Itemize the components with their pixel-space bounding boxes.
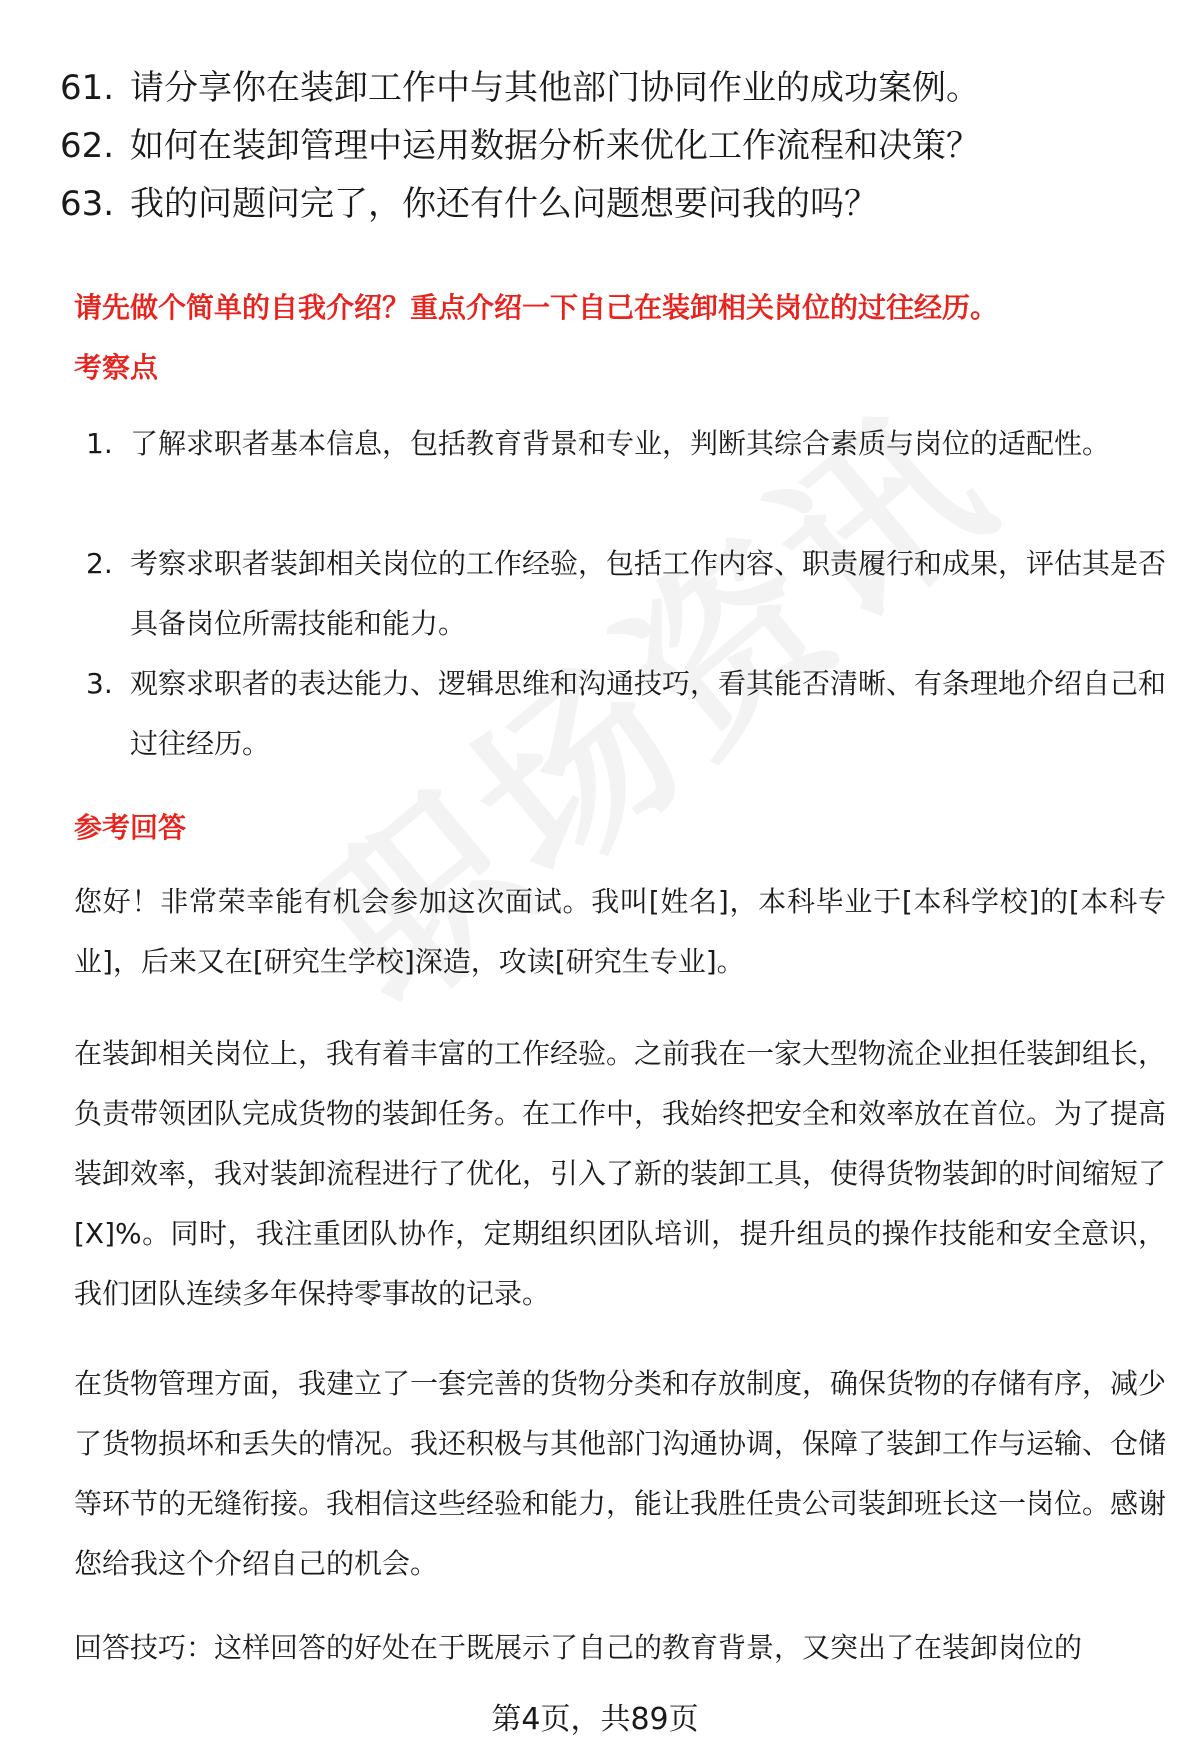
question-text: 我的问题问完了，你还有什么问题想要问我的吗？: [130, 184, 878, 224]
question-number: 61.: [60, 68, 115, 108]
answer-paragraph-3: 在货物管理方面，我建立了一套完善的货物分类和存放制度，确保货物的存储有序，减少了货物损坏和丢失的情况。我还积极与其他部门沟通协调，保障了装卸工作与运输、仓储等环节的无缝衔接。我相信这些经验和能力，能让我胜任贵公司装卸班长这一岗位。感谢您给我这个介绍自己的机会。: [74, 1367, 1167, 1580]
key-point-text: 了解求职者基本信息，包括教育背景和专业，判断其综合素质与岗位的适配性。: [130, 427, 1111, 460]
question-number: 62.: [60, 126, 115, 166]
answer-paragraph-1: 您好！非常荣幸能有机会参加这次面试。我叫[姓名]，本科毕业于[本科学校]的[本科专业]，后来又在[研究生学校]深造，攻读[研究生专业]。: [74, 885, 1166, 978]
question-text: 请分享你在装卸工作中与其他部门协同作业的成功案例。: [130, 68, 980, 108]
question-63: [60, 184, 878, 224]
answer-heading: 参考回答: [74, 811, 187, 844]
key-point-text: 观察求职者的表达能力、逻辑思维和沟通技巧，看其能否清晰、有条理地介绍自己和过往经历。: [130, 667, 1167, 760]
question-text: 如何在装卸管理中运用数据分析来优化工作流程和决策？: [130, 126, 980, 166]
key-point-number: 3.: [86, 667, 113, 700]
section-title: 请先做个简单的自我介绍？重点介绍一下自己在装卸相关岗位的过往经历。: [74, 291, 999, 324]
question-61: [60, 68, 980, 108]
key-point-text: 考察求职者装卸相关岗位的工作经验，包括工作内容、职责履行和成果，评估其是否具备岗位所需技能和能力。: [130, 547, 1167, 640]
key-point-number: 2.: [86, 547, 113, 580]
question-number: 63.: [60, 184, 115, 224]
key-point-1: [86, 414, 1166, 474]
page-footer: 第4页，共89页: [491, 1702, 699, 1737]
key-points-heading: 考察点: [74, 351, 159, 384]
key-point-3: [86, 654, 1166, 774]
question-62: [60, 126, 980, 166]
key-point-2: [86, 534, 1166, 654]
key-point-number: 1.: [86, 427, 113, 460]
answer-paragraph-2: 在装卸相关岗位上，我有着丰富的工作经验。之前我在一家大型物流企业担任装卸组长，负责带领团队完成货物的装卸任务。在工作中，我始终把安全和效率放在首位。为了提高装卸效率，我对装卸流程进行了优化，引入了新的装卸工具，使得货物装卸的时间缩短了[X]%。同时，我注重团队协作，定期组织团队培训，提升组员的操作技能和安全意识，我们团队连续多年保持零事故的记录。: [74, 1037, 1167, 1310]
answer-tip: 回答技巧：这样回答的好处在于既展示了自己的教育背景，又突出了在装卸岗位的: [74, 1631, 1083, 1664]
